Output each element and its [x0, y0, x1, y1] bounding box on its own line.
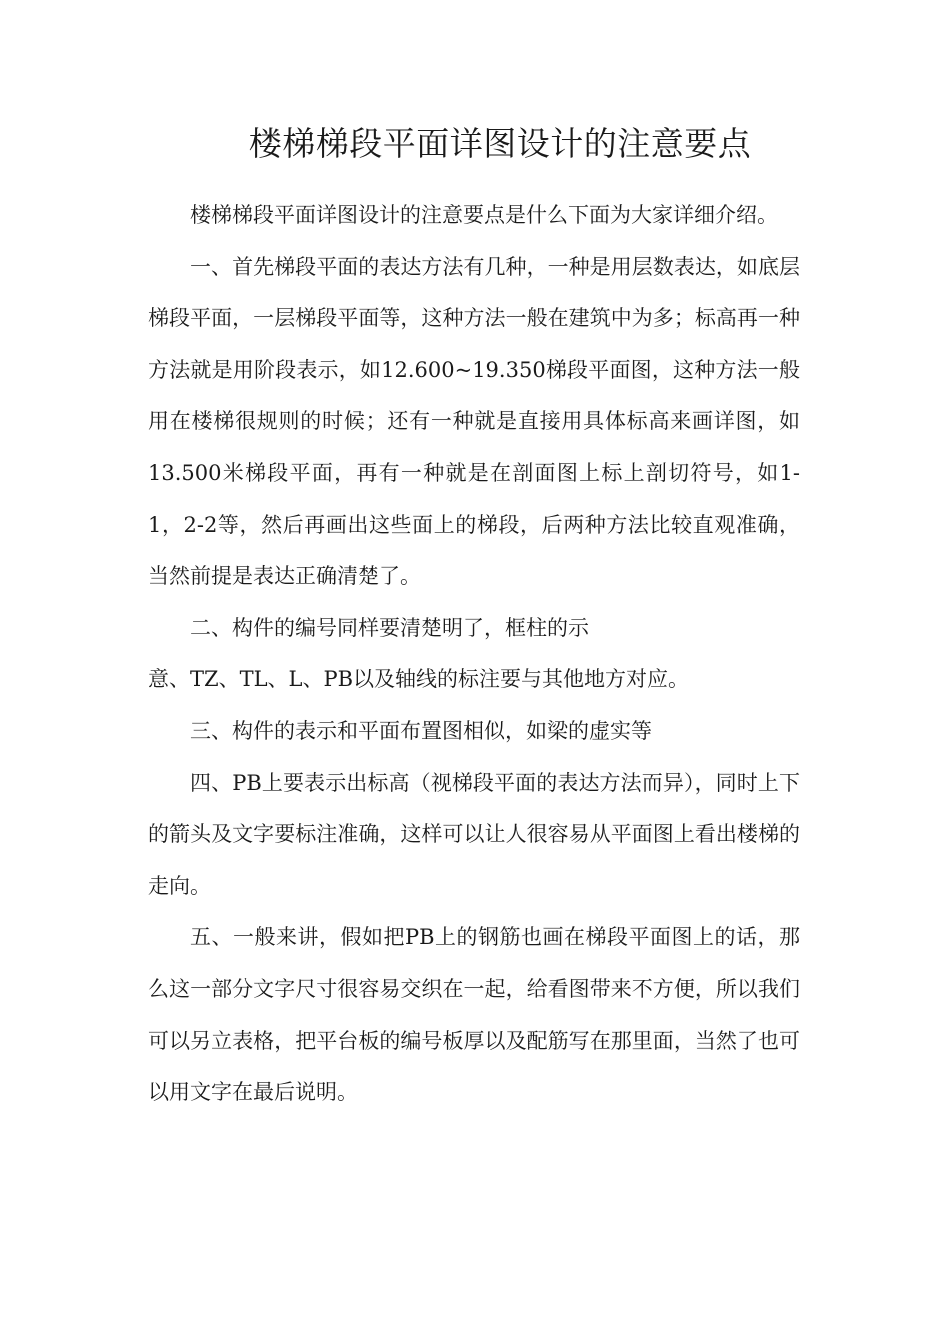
paragraph-section-4: 四、PB上要表示出标高（视梯段平面的表达方法而异），同时上下的箭头及文字要标注准确，这样可以让人很容易从平面图上看出楼梯的走向。 [148, 770, 800, 898]
document-body [148, 190, 800, 1119]
paragraph-section-3: 三、构件的表示和平面布置图相似，如梁的虚实等 [190, 718, 652, 743]
paragraph-intro: 楼梯梯段平面详图设计的注意要点是什么下面为大家详细介绍。 [190, 203, 778, 227]
paragraph-section-2-continued: 意、TZ、TL、L、PB以及轴线的标注要与其他地方对应。 [148, 667, 690, 692]
document-title: 楼梯梯段平面详图设计的注意要点 [248, 124, 752, 163]
paragraph-section-5: 五、一般来讲，假如把PB上的钢筋也画在梯段平面图上的话，那么这一部分文字尺寸很容易交织在一起，给看图带来不方便，所以我们可以另立表格，把平台板的编号板厚以及配筋写在那里面，当然了也可以用文字在最后说明。 [148, 925, 800, 1105]
paragraph-section-1: 一、首先梯段平面的表达方法有几种，一种是用层数表达，如底层梯段平面，一层梯段平面等，这种方法一般在建筑中为多；标高再一种方法就是用阶段表示，如12.600~19.350梯段平面图，这种方法一般用在楼梯很规则的时候；还有一种就是直接用具体标高来画详图，如13.500米梯段平面，再有一种就是在剖面图上标上剖切符号，如1-1，2-2等，然后再画出这些面上的梯段，后两种方法比较直观准确，当然前提是表达正确清楚了。 [148, 254, 800, 589]
paragraph-section-2: 二、构件的编号同样要清楚明了，框柱的示 [190, 615, 589, 640]
